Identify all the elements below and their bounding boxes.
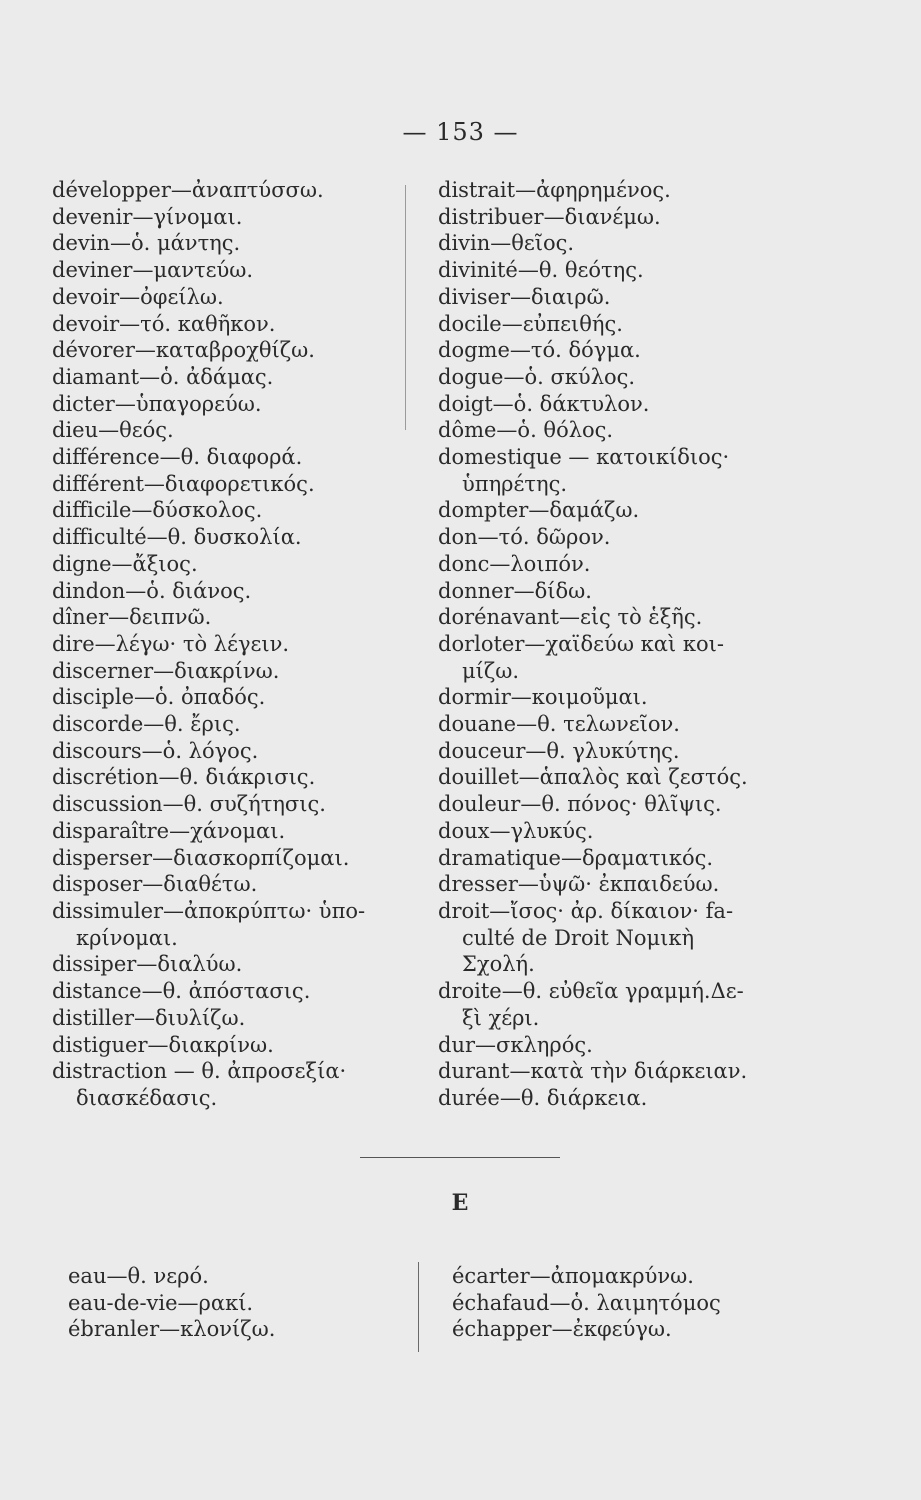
entry: dogme—τό. δόγμα. [438, 338, 641, 363]
entry: différent—διαφορετικός. [52, 471, 315, 496]
entry: durée—θ. διάρκεια. [438, 1085, 648, 1110]
section-rule [360, 1157, 560, 1158]
entry: deviner—μαντεύω. [52, 258, 254, 283]
entry: eau—θ. νερό. [68, 1264, 209, 1288]
entry: dur—σκληρός. [438, 1032, 593, 1057]
entry: dissimuler—ἀποκρύπτω· ὑπο- [52, 898, 366, 923]
entry: donc—λοιπόν. [438, 551, 591, 576]
entry: ébranler—κλονίζω. [68, 1317, 276, 1342]
entry: dire—λέγω· τὸ λέγειν. [52, 631, 290, 656]
entry: dramatique—δραματικός. [438, 845, 714, 870]
entry: dorénavant—εἰς τὸ ἑξῆς. [438, 605, 703, 630]
entry: durant—κατὰ τὴν διάρκειαν. [438, 1059, 748, 1084]
page-number: — 153 — [402, 118, 519, 146]
entry: don—τό. δῶρον. [438, 525, 611, 550]
entry: droite—θ. εὐθεῖα γραμμή.Δε- [438, 979, 744, 1004]
entry: dorloter—χαϊδεύω καὶ κοι- [438, 631, 724, 656]
entry: douane—θ. τελωνεῖον. [438, 712, 680, 737]
entry-continuation: ξὶ χέρι. [462, 1005, 540, 1030]
entry: dissiper—διαλύω. [52, 952, 243, 977]
entry: écarter—ἀπομακρύνω. [452, 1264, 694, 1288]
dictionary-column-left [52, 177, 365, 1112]
entry: dresser—ὑψῶ· ἐκπαιδεύω. [438, 872, 720, 897]
entry: dîner—δειπνῶ. [52, 605, 212, 630]
entry: divinité—θ. θεότης. [438, 258, 644, 283]
entry: droit—ἴσος· ἀρ. δίκαιον· fa- [438, 898, 734, 923]
entry: dogue—ὁ. σκύλος. [438, 364, 636, 389]
entry: digne—ἄξιος. [52, 551, 198, 576]
entry: devoir—τό. καθῆκον. [52, 311, 276, 336]
entry: douleur—θ. πόνος· θλῖψις. [438, 792, 722, 817]
entry: difficulté—θ. δυσκολία. [52, 525, 302, 550]
section-letter: E [451, 1190, 470, 1216]
entry: doux—γλυκύς. [438, 818, 594, 843]
section-e-divider [418, 1262, 419, 1352]
entry-continuation: διασκέδασις. [76, 1085, 218, 1110]
entry: donner—δίδω. [438, 578, 592, 603]
entry: distiguer—διακρίνω. [52, 1032, 274, 1057]
entry: dindon—ὁ. διάνος. [52, 578, 252, 603]
entry: domestique — κατοικίδιος· [438, 445, 730, 470]
entry: devoir—ὀφείλω. [52, 284, 224, 309]
entry: distrait—ἀφηρημένος. [438, 178, 671, 202]
entry: discorde—θ. ἔρις. [52, 712, 241, 737]
entry: échafaud—ὁ. λαιμητόμος [452, 1290, 721, 1315]
entry-continuation: culté de Droit Νομικὴ [462, 925, 695, 950]
entry: divin—θεῖος. [438, 231, 575, 256]
entry: diamant—ὁ. ἀδάμας. [52, 364, 274, 389]
entry: docile—εὐπειθής. [438, 311, 623, 336]
dictionary-column-right [438, 177, 748, 1112]
entry: douceur—θ. γλυκύτης. [438, 738, 680, 763]
entry: différence—θ. διαφορά. [52, 445, 303, 470]
entry: douillet—ἁπαλὸς καὶ ζεστός. [438, 765, 748, 790]
entry-continuation: κρίνομαι. [76, 925, 178, 950]
entry: discrétion—θ. διάκρισις. [52, 765, 316, 790]
entry: devin—ὁ. μάντης. [52, 231, 241, 256]
column-divider [405, 185, 406, 430]
entry: dieu—θεός. [52, 418, 174, 443]
entry: disperser—διασκορπίζομαι. [52, 845, 350, 870]
entry-continuation: μίζω. [462, 658, 520, 683]
entry: dévorer—καταβροχθίζω. [52, 338, 315, 363]
entry-continuation: ὑπηρέτης. [462, 471, 568, 496]
entry: eau-de-vie—ρακί. [68, 1290, 254, 1315]
entry: discerner—διακρίνω. [52, 658, 280, 683]
entry: dormir—κοιμοῦμαι. [438, 685, 648, 710]
section-e-column-left [68, 1263, 275, 1343]
entry: dôme—ὁ. θόλος. [438, 418, 614, 443]
entry: dicter—ὑπαγορεύω. [52, 391, 262, 416]
entry: devenir—γίνομαι. [52, 204, 243, 229]
entry: discussion—θ. συζήτησις. [52, 792, 326, 817]
entry: doigt—ὁ. δάκτυλον. [438, 391, 650, 416]
section-e-column-right [452, 1263, 721, 1343]
entry: développer—ἀναπτύσσω. [52, 178, 324, 202]
entry: disparaître—χάνομαι. [52, 818, 286, 843]
entry: dompter—δαμάζω. [438, 498, 640, 523]
entry: échapper—ἐκφεύγω. [452, 1317, 672, 1342]
entry: difficile—δύσκολος. [52, 498, 263, 523]
entry: discours—ὁ. λόγος. [52, 738, 259, 763]
entry: distiller—διυλίζω. [52, 1005, 246, 1030]
entry: disposer—διαθέτω. [52, 872, 258, 897]
entry: diviser—διαιρῶ. [438, 284, 611, 309]
entry: distance—θ. ἀπόστασις. [52, 979, 311, 1004]
entry-continuation: Σχολή. [462, 952, 535, 977]
entry: disciple—ὁ. ὀπαδός. [52, 685, 266, 710]
entry: distraction — θ. ἀπροσεξία· [52, 1059, 347, 1084]
entry: distribuer—διανέμω. [438, 204, 661, 229]
